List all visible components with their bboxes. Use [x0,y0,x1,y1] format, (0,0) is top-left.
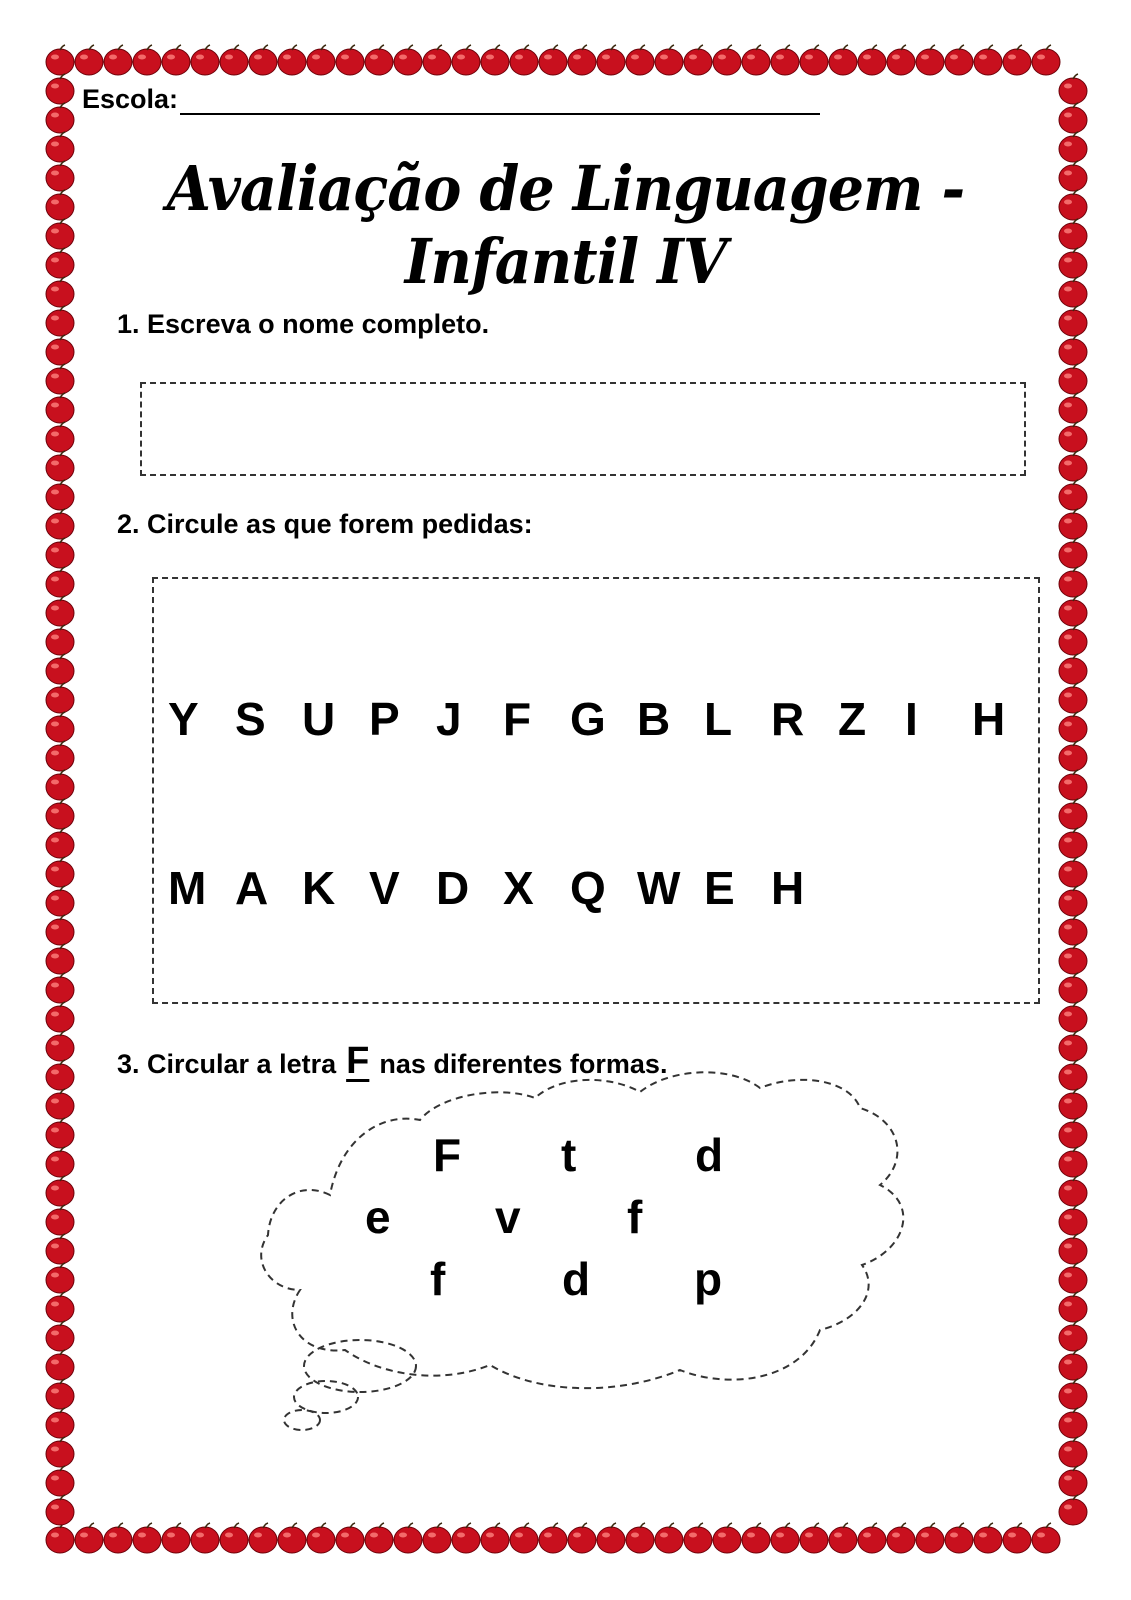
apple-icon [771,45,799,75]
letter[interactable]: U [302,693,336,745]
apple-icon [1059,1379,1087,1409]
apple-icon [1059,886,1087,916]
question-3-suffix: nas diferentes formas. [379,1049,668,1079]
apple-icon [46,712,74,742]
cloud-letter[interactable]: t [561,1129,577,1181]
apple-icon [1059,306,1087,336]
apple-icon [46,1379,74,1409]
apple-icon [887,1523,915,1553]
apple-icon [1059,596,1087,626]
apple-icon [684,1523,712,1553]
letter[interactable]: K [302,862,336,914]
apple-icon [742,45,770,75]
apple-icon [46,828,74,858]
apple-icon [133,1523,161,1553]
letter[interactable]: M [168,862,207,914]
apple-icon [46,1466,74,1496]
apple-icon [858,45,886,75]
letter[interactable]: L [704,693,733,745]
apple-icon [1059,770,1087,800]
question-2: 2. Circule as que forem pedidas: [117,509,533,539]
apple-icon [46,973,74,1003]
apple-icon [1059,1263,1087,1293]
apple-icon [1059,1118,1087,1148]
apple-icon [1059,654,1087,684]
apple-icon [46,1321,74,1351]
apple-icon [220,1523,248,1553]
apple-icon [46,480,74,510]
apple-icon [46,886,74,916]
apple-icon [713,45,741,75]
page-title: Avaliação de Linguagem - Infantil IV [166,152,965,298]
letter[interactable]: W [637,862,681,914]
apple-icon [278,45,306,75]
apple-icon [104,1523,132,1553]
apple-icon [1059,509,1087,539]
apple-icon [1059,1089,1087,1119]
apple-icon [945,45,973,75]
school-blank-line[interactable] [180,87,820,115]
apple-icon [1059,567,1087,597]
apple-icon [46,74,74,104]
apple-icon [46,1205,74,1235]
apple-icon [1059,741,1087,771]
apple-icon [46,364,74,394]
apple-icon [278,1523,306,1553]
apple-icon [1059,103,1087,133]
apple-icon [162,45,190,75]
cloud-letter[interactable]: p [694,1253,723,1305]
apple-icon [1059,74,1087,104]
apple-icon [46,799,74,829]
cloud-letter[interactable]: e [365,1191,391,1243]
letter[interactable]: P [369,693,400,745]
apple-icon [597,1523,625,1553]
apple-icon [655,1523,683,1553]
apple-icon [46,1495,74,1525]
apple-icon [1059,1495,1087,1525]
apple-icon [1059,1031,1087,1061]
letter[interactable]: Q [570,862,606,914]
letter[interactable]: G [570,693,606,745]
apple-icon [46,1263,74,1293]
apple-icon [46,596,74,626]
question-3-prefix: 3. Circular a letra [117,1049,337,1079]
apple-icon [1032,45,1060,75]
apple-icon [1059,915,1087,945]
apple-icon [365,45,393,75]
apple-icon [655,45,683,75]
apple-icon [1059,1466,1087,1496]
apple-icon [510,1523,538,1553]
apple-icon [394,45,422,75]
apple-icon [626,45,654,75]
letter-row-1 [168,692,1039,746]
letter[interactable]: I [905,693,918,745]
letter[interactable]: E [704,862,735,914]
apple-icon [626,1523,654,1553]
apple-icon [46,1147,74,1177]
letter-row-2 [168,861,838,915]
apple-icon [104,45,132,75]
question-3 [117,1040,667,1083]
apple-icon [597,45,625,75]
apple-icon [46,567,74,597]
apple-icon [742,1523,770,1553]
apple-icon [46,654,74,684]
apple-icon [307,1523,335,1553]
apple-icon [46,335,74,365]
apple-icon [46,509,74,539]
apple-icon [46,1031,74,1061]
cloud-letter[interactable]: d [695,1129,724,1181]
apple-icon [46,1089,74,1119]
apple-icon [713,1523,741,1553]
letter[interactable]: J [436,693,462,745]
apple-icon [1059,799,1087,829]
apple-icon [452,45,480,75]
apple-icon [1059,335,1087,365]
apple-icon [46,1350,74,1380]
apple-icon [46,393,74,423]
apple-icon [858,1523,886,1553]
apple-icon [800,45,828,75]
apple-icon [1059,625,1087,655]
apple-icon [1059,1176,1087,1206]
name-answer-box[interactable] [140,382,1026,476]
cloud-letter[interactable]: d [562,1253,591,1305]
cloud-letter[interactable]: F [433,1129,462,1181]
apple-icon [46,538,74,568]
apple-icon [423,45,451,75]
apple-icon [539,1523,567,1553]
apple-icon [829,45,857,75]
apple-icon [46,741,74,771]
apple-icon [1003,1523,1031,1553]
apple-icon [1059,1205,1087,1235]
apple-icon [1059,828,1087,858]
apple-icon [46,1234,74,1264]
cloud-letter[interactable]: f [627,1191,643,1243]
apple-icon [481,45,509,75]
apple-icon [481,1523,509,1553]
apple-icon [249,45,277,75]
apple-icon [1059,364,1087,394]
letter[interactable]: H [972,693,1006,745]
apple-icon [336,45,364,75]
apple-icon [365,1523,393,1553]
letter[interactable]: X [503,862,534,914]
apple-icon [307,45,335,75]
apple-icon [1059,1408,1087,1438]
letter[interactable]: S [235,693,266,745]
apple-icon [1059,1292,1087,1322]
apple-icon [945,1523,973,1553]
apple-icon [1059,973,1087,1003]
apple-icon [684,45,712,75]
school-label: Escola: [82,84,179,114]
apple-icon [1059,1437,1087,1467]
letter[interactable]: V [369,862,400,914]
apple-icon [829,1523,857,1553]
apple-icon [800,1523,828,1553]
letter[interactable]: F [503,693,532,745]
apple-icon [1059,857,1087,887]
question-1: 1. Escreva o nome completo. [117,309,490,339]
apple-icon [1059,683,1087,713]
apple-icon [1003,45,1031,75]
apple-icon [46,683,74,713]
apple-icon [46,1408,74,1438]
apple-icon [336,1523,364,1553]
apple-icon [46,45,74,75]
cloud-letter[interactable]: v [495,1191,521,1243]
letter[interactable]: H [771,862,805,914]
apple-icon [1059,1147,1087,1177]
apple-icon [974,45,1002,75]
letter[interactable]: D [436,862,470,914]
apple-icon [46,1176,74,1206]
apple-icon [191,45,219,75]
letter[interactable]: A [235,862,269,914]
apple-icon [423,1523,451,1553]
apple-icon [452,1523,480,1553]
apple-icon [46,915,74,945]
apple-icon [1059,712,1087,742]
apple-icon [887,45,915,75]
apple-icon [46,1292,74,1322]
apple-icon [46,857,74,887]
school-field [82,84,820,115]
apple-icon [1059,538,1087,568]
apple-icon [220,45,248,75]
apple-icon [46,1118,74,1148]
apple-icon [568,1523,596,1553]
apple-icon [1059,393,1087,423]
apple-icon [191,1523,219,1553]
apple-icon [539,45,567,75]
apple-icon [162,1523,190,1553]
apple-icon [916,45,944,75]
apple-icon [1059,1321,1087,1351]
apple-icon [75,1523,103,1553]
apple-icon [916,1523,944,1553]
apple-icon [46,1060,74,1090]
apple-icon [394,1523,422,1553]
apple-icon [1059,944,1087,974]
apple-icon [1059,422,1087,452]
apple-icon [46,944,74,974]
apple-icon [46,103,74,133]
apple-icon [46,1002,74,1032]
apple-icon [46,422,74,452]
apple-icon [771,1523,799,1553]
apple-icon [568,45,596,75]
apple-icon [46,451,74,481]
apple-icon [46,625,74,655]
question-3-highlight-letter: F [346,1040,370,1082]
apple-icon [1059,1060,1087,1090]
apple-icon [1059,1234,1087,1264]
apple-icon [46,1437,74,1467]
letter[interactable]: Y [168,693,199,745]
letter[interactable]: Z [838,693,867,745]
apple-icon [1059,451,1087,481]
apple-icon [1059,480,1087,510]
letter[interactable]: R [771,693,805,745]
apple-icon [133,45,161,75]
cloud-letter[interactable]: f [430,1253,446,1305]
apple-icon [1059,1350,1087,1380]
apple-icon [46,770,74,800]
letter[interactable]: B [637,693,671,745]
apple-icon [75,45,103,75]
apple-icon [46,306,74,336]
apple-icon [46,1523,74,1553]
apple-icon [249,1523,277,1553]
apple-icon [1059,1002,1087,1032]
apple-icon [510,45,538,75]
apple-icon [974,1523,1002,1553]
letters-box [152,577,1040,1004]
apple-icon [1032,1523,1060,1553]
